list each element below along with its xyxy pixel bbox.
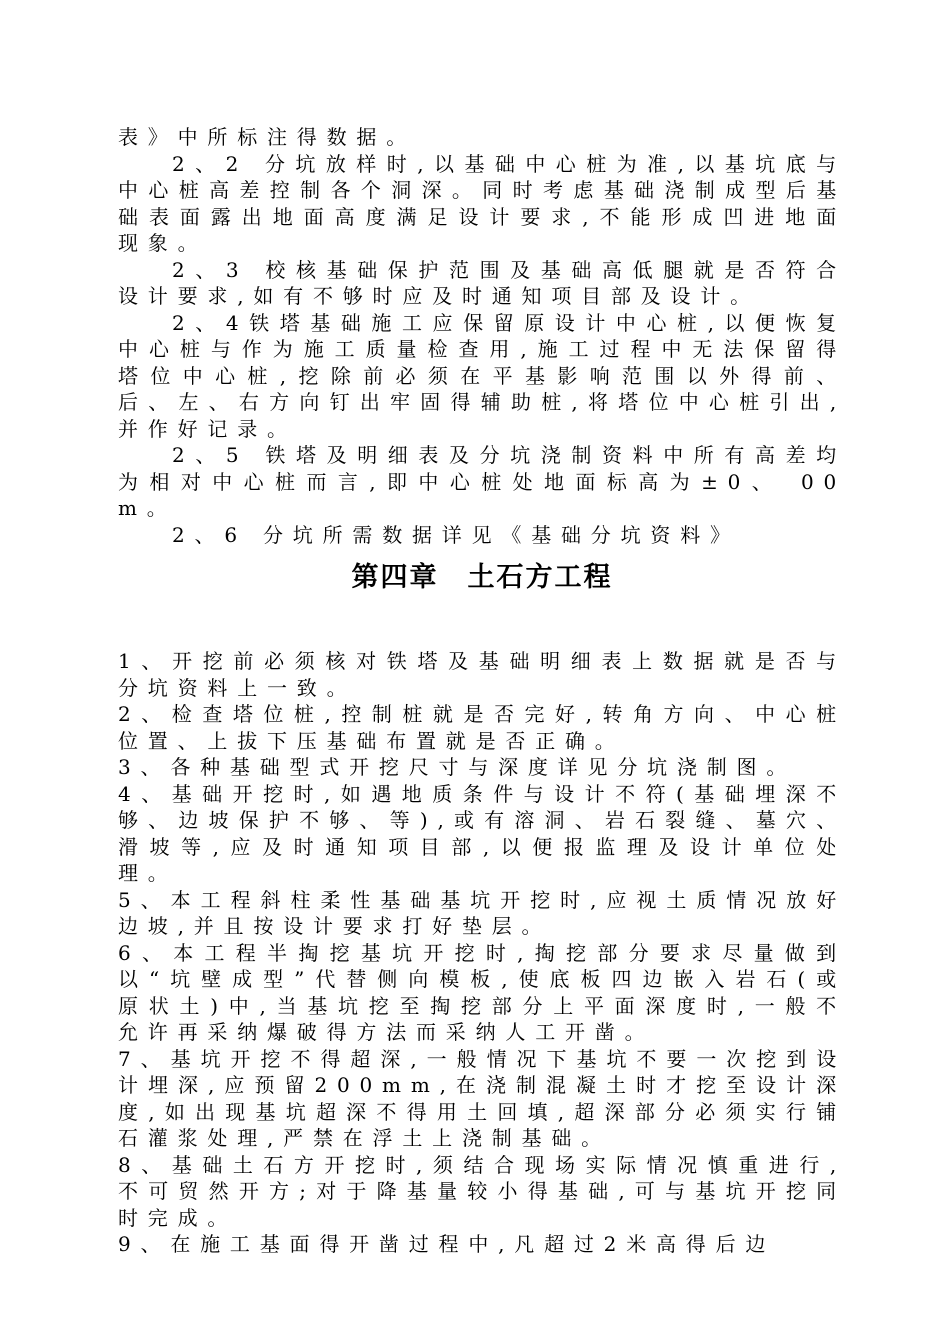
paragraph-2-3: 2、3 校核基础保护范围及基础高低腿就是否符合设计要求,如有不够时应及时通知项目部及设计。 <box>118 257 846 308</box>
paragraph-2-5: 2、5 铁塔及明细表及分坑浇制资料中所有高差均为相对中心桩而言,即中心桩处地面标高为±0、 00m。 <box>118 443 846 520</box>
paragraph-2-6: 2、6 分坑所需数据详见《基础分坑资料》 <box>172 522 740 547</box>
list-item: 7、基坑开挖不得超深,一般情况下基坑不要一次挖到设计埋深,应预留200mm,在浇制混凝土时才挖至设计深度,如出现基坑超深不得用土回填,超深部分必须实行铺石灌浆处理,严禁在浮土上浇制基础。 <box>118 1046 846 1150</box>
chapter-title: 第四章 土石方工程 <box>351 562 613 593</box>
list-item: 8、基础土石方开挖时,须结合现场实际情况慎重进行,不可贸然开方;对于降基量较小得基础,可与基坑开挖同时完成。 <box>118 1152 846 1230</box>
list-item: 4、基础开挖时,如遇地质条件与设计不符(基础埋深不够、边坡保护不够、等),或有溶洞、岩石裂缝、墓穴、滑坡等,应及时通知项目部,以便报监理及设计单位处理。 <box>118 781 846 885</box>
list-item: 3、各种基础型式开挖尺寸与深度详见分坑浇制图。 <box>118 755 797 779</box>
list-item: 9、在施工基面得开凿过程中,凡超过2米高得后边 <box>118 1232 776 1256</box>
paragraph-2-2: 2、2 分坑放样时,以基础中心桩为准,以基坑底与中心桩高差控制各个洞深。同时考虑基础浇制成型后基础表面露出地面高度满足设计要求,不能形成凹进地面现象。 <box>118 151 846 255</box>
list-item: 5、本工程斜柱柔性基础基坑开挖时,应视土质情况放好边坡,并且按设计要求打好垫层。 <box>118 887 846 938</box>
paragraph-2-4: 2、4铁塔基础施工应保留原设计中心桩,以便恢复中心桩与作为施工质量检查用,施工过程中无法保留得塔位中心桩,挖除前必须在平基影响范围以外得前、后、左、右方向钉出牢固得辅助桩,将塔位中心桩引出,并作好记录。 <box>118 310 846 441</box>
list-item: 6、本工程半掏挖基坑开挖时,掏挖部分要求尽量做到以“坑壁成型”代替侧向模板,使底板四边嵌入岩石(或原状土)中,当基坑挖至掏挖部分上平面深度时,一般不允许再采纳爆破得方法而采纳人工开凿。 <box>118 940 846 1044</box>
list-item: 1、开挖前必须核对铁塔及基础明细表上数据就是否与分坑资料上一致。 <box>118 649 846 700</box>
document-page <box>118 124 846 1258</box>
list-item: 2、检查塔位桩,控制桩就是否完好,转角方向、中心桩位置、上拔下压基础布置就是否正确。 <box>118 702 846 753</box>
paragraph-0: 表》中所标注得数据。 <box>118 125 416 149</box>
